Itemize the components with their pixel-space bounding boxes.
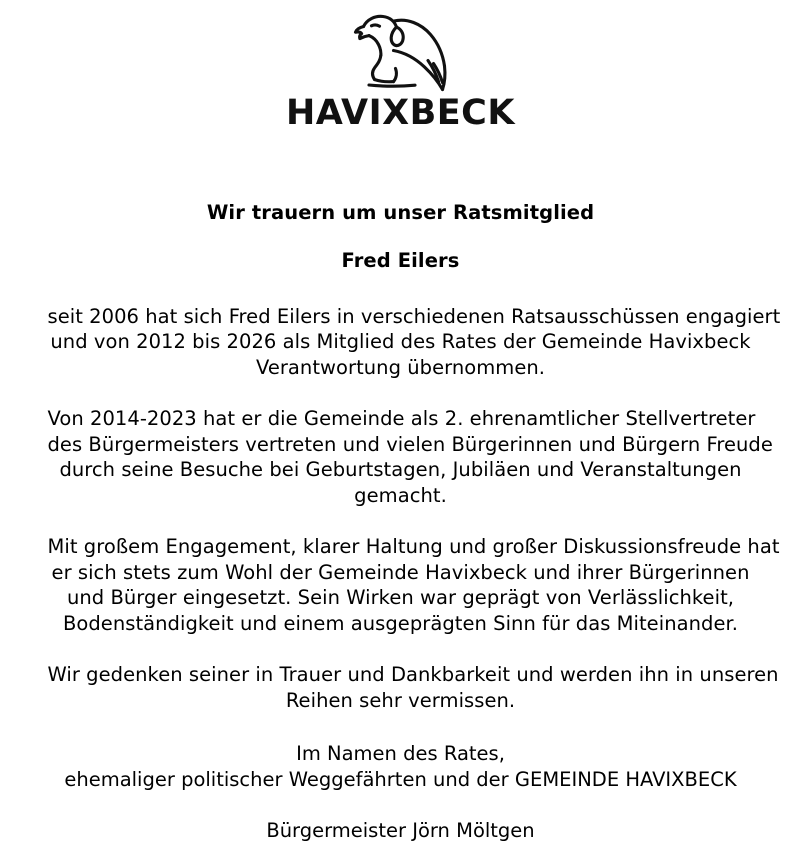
closing-line-2: ehemaliger politischer Weggefährten und der GEMEINDE HAVIXBECK xyxy=(64,767,737,791)
paragraph-1 xyxy=(47,304,781,381)
paragraph-3-line-1: Mit großem Engagement, klarer Haltung und großer Diskussionsfreude hat xyxy=(47,535,780,559)
havixbeck-logo xyxy=(0,0,801,131)
paragraph-3-line-3: und Bürger eingesetzt. Sein Wirken war geprägt von Verlässlichkeit, xyxy=(66,586,735,610)
paragraph-4-line-1: Wir gedenken seiner in Trauer und Dankbarkeit und werden ihn in unseren xyxy=(47,663,779,687)
closing-line-1: Im Namen des Rates, xyxy=(296,742,505,766)
paragraph-3 xyxy=(47,534,780,636)
closing-block xyxy=(48,741,754,792)
paragraph-4 xyxy=(47,662,779,713)
paragraph-1-line-3: Verantwortung übernommen. xyxy=(255,355,546,379)
paragraph-4-line-2: Reihen sehr vermissen. xyxy=(285,688,516,712)
logo-wordmark: HAVIXBECK xyxy=(286,93,515,133)
paragraph-1-line-2: und von 2012 bis 2026 als Mitglied des Rates der Gemeinde Havixbeck xyxy=(50,330,751,354)
falcon-bird-icon xyxy=(349,6,453,94)
paragraph-2 xyxy=(47,406,773,508)
paragraph-1-line-1: seit 2006 hat sich Fred Eilers in verschiedenen Ratsausschüssen engagiert xyxy=(47,304,781,328)
paragraph-3-line-4: Bodenständigkeit und einem ausgeprägten Sinn für das Miteinander. xyxy=(62,611,739,635)
signature-mayor: Bürgermeister Jörn Möltgen xyxy=(266,819,535,843)
paragraph-3-line-2: er sich stets zum Wohl der Gemeinde Havixbeck und ihrer Bürgerinnen xyxy=(51,560,750,584)
paragraph-2-line-2: des Bürgermeisters vertreten und vielen Bürgerinnen und Bürgern Freude xyxy=(47,432,773,456)
paragraph-2-line-3: durch seine Besuche bei Geburtstagen, Jubiläen und Veranstaltungen xyxy=(59,458,742,482)
paragraph-2-line-1: Von 2014-2023 hat er die Gemeinde als 2. ehrenamtlicher Stellvertreter xyxy=(47,407,756,431)
paragraph-2-line-4: gemacht. xyxy=(354,483,447,507)
notice-content xyxy=(47,201,781,844)
page-title: Wir trauern um unser Ratsmitglied xyxy=(206,201,595,224)
signature-block xyxy=(48,818,754,844)
deceased-name: Fred Eilers xyxy=(341,249,460,273)
